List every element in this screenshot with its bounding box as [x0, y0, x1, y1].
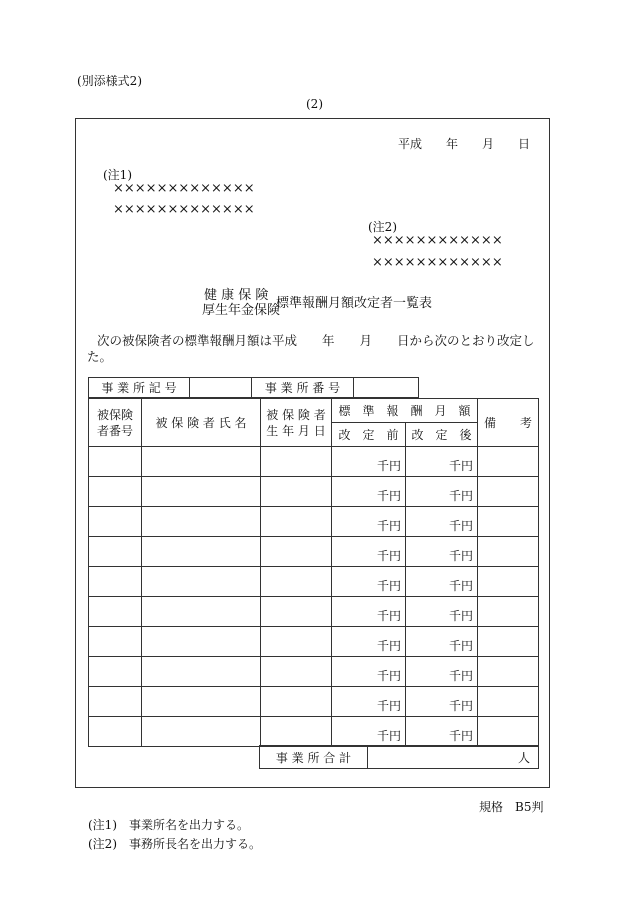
dob-cell[interactable]: [261, 657, 332, 687]
dob-cell[interactable]: [261, 477, 332, 507]
remarks-cell[interactable]: [478, 627, 539, 657]
unit-yen: 千円: [449, 519, 474, 533]
table-row: [89, 627, 539, 657]
body-text-line-1: 次の被保険者の標準報酬月額は平成 年 月 日から次のとおり改定し: [97, 333, 535, 348]
unit-yen: 千円: [449, 699, 474, 713]
table-row: [89, 717, 539, 747]
table-row: [89, 507, 539, 537]
total-value[interactable]: [368, 746, 539, 769]
insured-no-cell[interactable]: [89, 657, 142, 687]
col-dob: [261, 399, 332, 447]
unit-yen: 千円: [449, 669, 474, 683]
title-insurance-health: 健 康 保 険: [204, 288, 269, 303]
unit-yen: 千円: [376, 579, 401, 593]
name-cell[interactable]: [142, 507, 261, 537]
after-cell[interactable]: [406, 627, 478, 657]
remarks-cell[interactable]: [478, 657, 539, 687]
before-cell[interactable]: [332, 717, 406, 747]
col-dob-line1: 被 保 険 者: [266, 407, 326, 422]
dob-cell[interactable]: [261, 447, 332, 477]
insured-no-cell[interactable]: [89, 627, 142, 657]
unit-yen: 千円: [449, 459, 474, 473]
col-insured-no-line1: 被保険: [96, 407, 133, 422]
before-cell[interactable]: [332, 567, 406, 597]
unit-yen: 千円: [449, 549, 474, 563]
col-insured-no: [89, 399, 142, 447]
name-cell[interactable]: [142, 447, 261, 477]
insured-no-cell[interactable]: [89, 687, 142, 717]
after-cell[interactable]: [406, 687, 478, 717]
dob-cell[interactable]: [261, 627, 332, 657]
before-cell[interactable]: [332, 597, 406, 627]
name-cell[interactable]: [142, 687, 261, 717]
dob-cell[interactable]: [261, 597, 332, 627]
office-code-label: 事 業 所 記 号: [89, 378, 190, 398]
name-cell[interactable]: [142, 627, 261, 657]
footnote-1: (注1) 事業所名を出力する。: [88, 818, 249, 832]
after-cell[interactable]: [406, 477, 478, 507]
name-cell[interactable]: [142, 567, 261, 597]
unit-yen: 千円: [449, 729, 474, 743]
paper-size: 規格 B5判: [479, 800, 544, 814]
name-cell[interactable]: [142, 477, 261, 507]
unit-yen: 千円: [376, 609, 401, 623]
office-code-value[interactable]: [190, 378, 252, 398]
unit-yen: 千円: [376, 729, 401, 743]
page-number: (2): [306, 97, 323, 111]
table-row: [89, 657, 539, 687]
note1-line-1: ×××××××××××××: [113, 181, 255, 196]
remarks-cell[interactable]: [478, 567, 539, 597]
unit-yen: 千円: [376, 489, 401, 503]
after-cell[interactable]: [406, 537, 478, 567]
unit-yen: 千円: [376, 459, 401, 473]
body-text-line-2: た。: [87, 349, 113, 364]
insured-no-cell[interactable]: [89, 477, 142, 507]
main-table: [88, 398, 539, 747]
office-info-table: [88, 377, 419, 398]
col-remarks: 備 考: [478, 399, 539, 447]
unit-yen: 千円: [449, 489, 474, 503]
unit-yen: 千円: [449, 579, 474, 593]
footnote-2: (注2) 事務所長名を出力する。: [88, 837, 261, 851]
insured-no-cell[interactable]: [89, 507, 142, 537]
before-cell[interactable]: [332, 447, 406, 477]
before-cell[interactable]: [332, 627, 406, 657]
after-cell[interactable]: [406, 507, 478, 537]
dob-cell[interactable]: [261, 717, 332, 747]
remarks-cell[interactable]: [478, 447, 539, 477]
dob-cell[interactable]: [261, 687, 332, 717]
note2-label: (注2): [368, 220, 397, 234]
table-row: [89, 687, 539, 717]
total-table: [259, 745, 539, 769]
note2-line-2: ××××××××××××: [372, 255, 503, 270]
before-cell[interactable]: [332, 477, 406, 507]
after-cell[interactable]: [406, 657, 478, 687]
name-cell[interactable]: [142, 537, 261, 567]
unit-yen: 千円: [376, 699, 401, 713]
unit-yen: 千円: [376, 549, 401, 563]
name-cell[interactable]: [142, 657, 261, 687]
form-label: (別添様式2): [77, 74, 142, 88]
remarks-cell[interactable]: [478, 717, 539, 747]
note1-label: (注1): [103, 168, 132, 182]
dob-cell[interactable]: [261, 567, 332, 597]
table-row: [89, 477, 539, 507]
table-row: [89, 537, 539, 567]
remarks-cell[interactable]: [478, 597, 539, 627]
after-cell[interactable]: [406, 597, 478, 627]
note2-line-1: ××××××××××××: [372, 233, 503, 248]
col-dob-line2: 生 年 月 日: [266, 423, 326, 438]
unit-yen: 千円: [449, 609, 474, 623]
insured-no-cell[interactable]: [89, 597, 142, 627]
insured-no-cell[interactable]: [89, 567, 142, 597]
title-insurance-pension: 厚生年金保険: [202, 303, 281, 318]
before-cell[interactable]: [332, 657, 406, 687]
remarks-cell[interactable]: [478, 477, 539, 507]
after-cell[interactable]: [406, 447, 478, 477]
table-row: [89, 447, 539, 477]
insured-no-cell[interactable]: [89, 447, 142, 477]
office-number-value[interactable]: [354, 378, 419, 398]
remarks-cell[interactable]: [478, 687, 539, 717]
date-line: 平成 年 月 日: [398, 137, 531, 151]
insured-no-cell[interactable]: [89, 537, 142, 567]
table-row: [89, 597, 539, 627]
note1-line-2: ×××××××××××××: [113, 202, 255, 217]
before-cell[interactable]: [332, 687, 406, 717]
unit-yen: 千円: [449, 639, 474, 653]
before-cell[interactable]: [332, 537, 406, 567]
col-before: 改 定 前: [332, 423, 406, 447]
remarks-cell[interactable]: [478, 507, 539, 537]
dob-cell[interactable]: [261, 537, 332, 567]
col-after: 改 定 後: [406, 423, 478, 447]
office-number-label: 事 業 所 番 号: [252, 378, 354, 398]
after-cell[interactable]: [406, 567, 478, 597]
insured-no-cell[interactable]: [89, 717, 142, 747]
col-insured-no-line2: 者番号: [96, 423, 133, 438]
name-cell[interactable]: [142, 597, 261, 627]
before-cell[interactable]: [332, 507, 406, 537]
after-cell[interactable]: [406, 717, 478, 747]
unit-yen: 千円: [376, 669, 401, 683]
table-row: [89, 567, 539, 597]
name-cell[interactable]: [142, 717, 261, 747]
unit-yen: 千円: [376, 519, 401, 533]
dob-cell[interactable]: [261, 507, 332, 537]
col-salary: 標 準 報 酬 月 額: [332, 399, 478, 423]
form-title: 標準報酬月額改定者一覧表: [276, 296, 433, 311]
col-name: 被 保 険 者 氏 名: [142, 399, 261, 447]
total-label: 事 業 所 合 計: [260, 746, 368, 769]
remarks-cell[interactable]: [478, 537, 539, 567]
total-unit: 人: [517, 750, 530, 765]
unit-yen: 千円: [376, 639, 401, 653]
